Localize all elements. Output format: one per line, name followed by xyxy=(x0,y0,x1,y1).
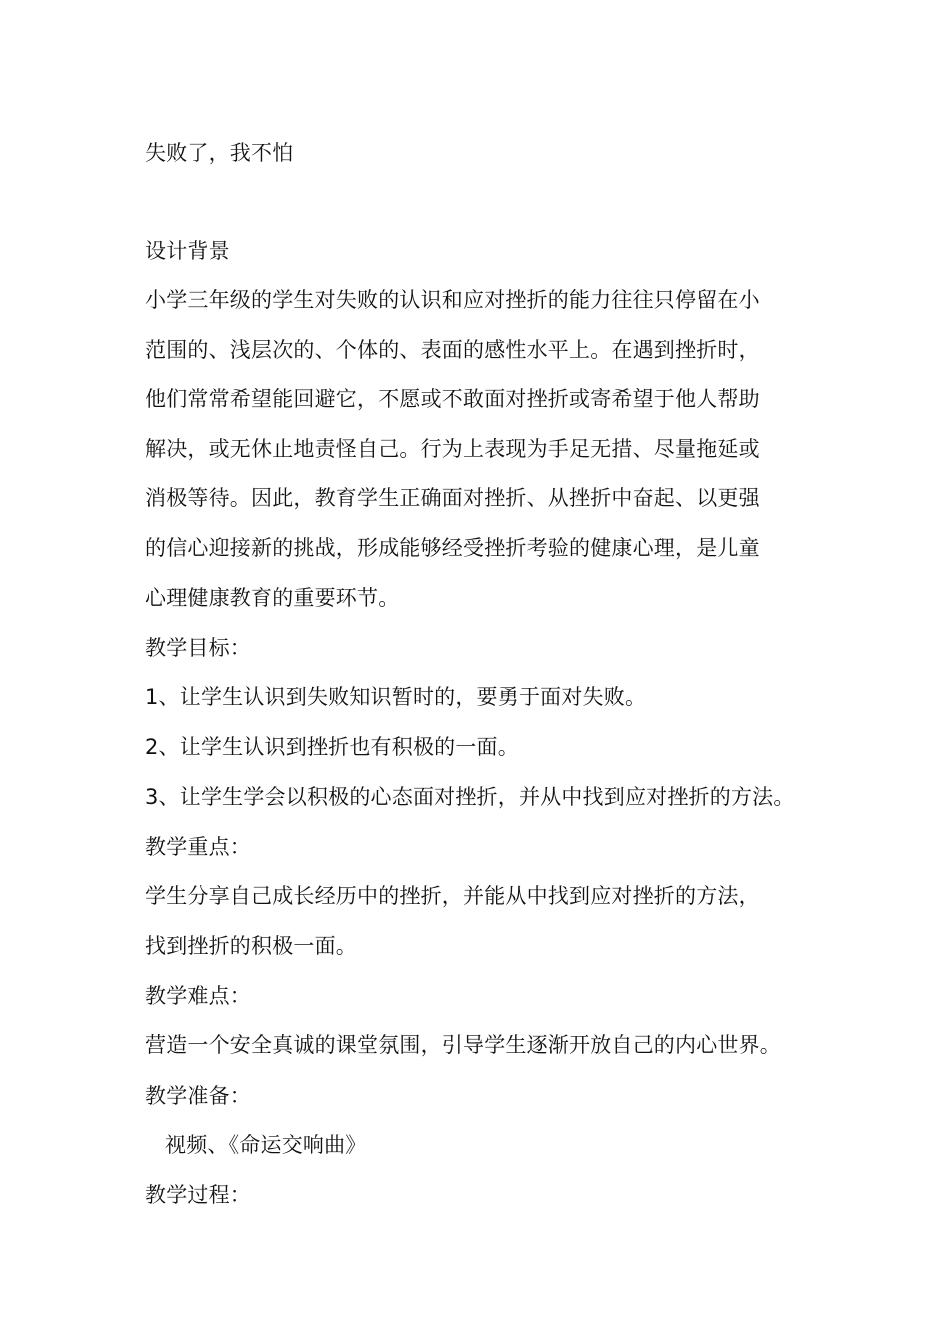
goal-item: 2、让学生认识到挫折也有积极的一面。 xyxy=(145,735,519,759)
goal-item: 3、让学生学会以积极的心态面对挫折，并从中找到应对挫折的方法。 xyxy=(145,785,795,809)
paragraph-line: 的信心迎接新的挑战，形成能够经受挫折考验的健康心理，是儿童 xyxy=(145,536,760,560)
goal-item: 1、让学生认识到失败知识暂时的，要勇于面对失败。 xyxy=(145,685,647,709)
paragraph-line: 他们常常希望能回避它，不愿或不敢面对挫折或寄希望于他人帮助 xyxy=(145,387,760,411)
paragraph-line: 小学三年级的学生对失败的认识和应对挫折的能力往往只停留在小 xyxy=(145,288,760,312)
paragraph-line: 学生分享自己成长经历中的挫折，并能从中找到应对挫折的方法， xyxy=(145,884,760,908)
paragraph-line: 心理健康教育的重要环节。 xyxy=(145,586,400,610)
paragraph-line: 解决，或无休止地责怪自己。行为上表现为手足无措、尽量拖延或 xyxy=(145,437,760,461)
document-title: 失败了，我不怕 xyxy=(145,141,294,165)
paragraph-line: 视频、《命运交响曲》 xyxy=(165,1133,367,1157)
paragraph-line: 消极等待。因此，教育学生正确面对挫折、从挫折中奋起、以更强 xyxy=(145,486,760,510)
section-heading-background: 设计背景 xyxy=(145,239,230,263)
section-heading-preparation: 教学准备： xyxy=(145,1084,251,1108)
section-heading-goals: 教学目标： xyxy=(145,636,251,660)
section-heading-process: 教学过程： xyxy=(145,1183,251,1207)
paragraph-line: 找到挫折的积极一面。 xyxy=(145,934,357,958)
paragraph-line: 范围的、浅层次的、个体的、表面的感性水平上。在遇到挫折时， xyxy=(145,338,760,362)
section-heading-difficulties: 教学难点： xyxy=(145,984,251,1008)
paragraph-line: 营造一个安全真诚的课堂氛围，引导学生逐渐开放自己的内心世界。 xyxy=(145,1033,781,1057)
section-heading-key-points: 教学重点： xyxy=(145,835,251,859)
